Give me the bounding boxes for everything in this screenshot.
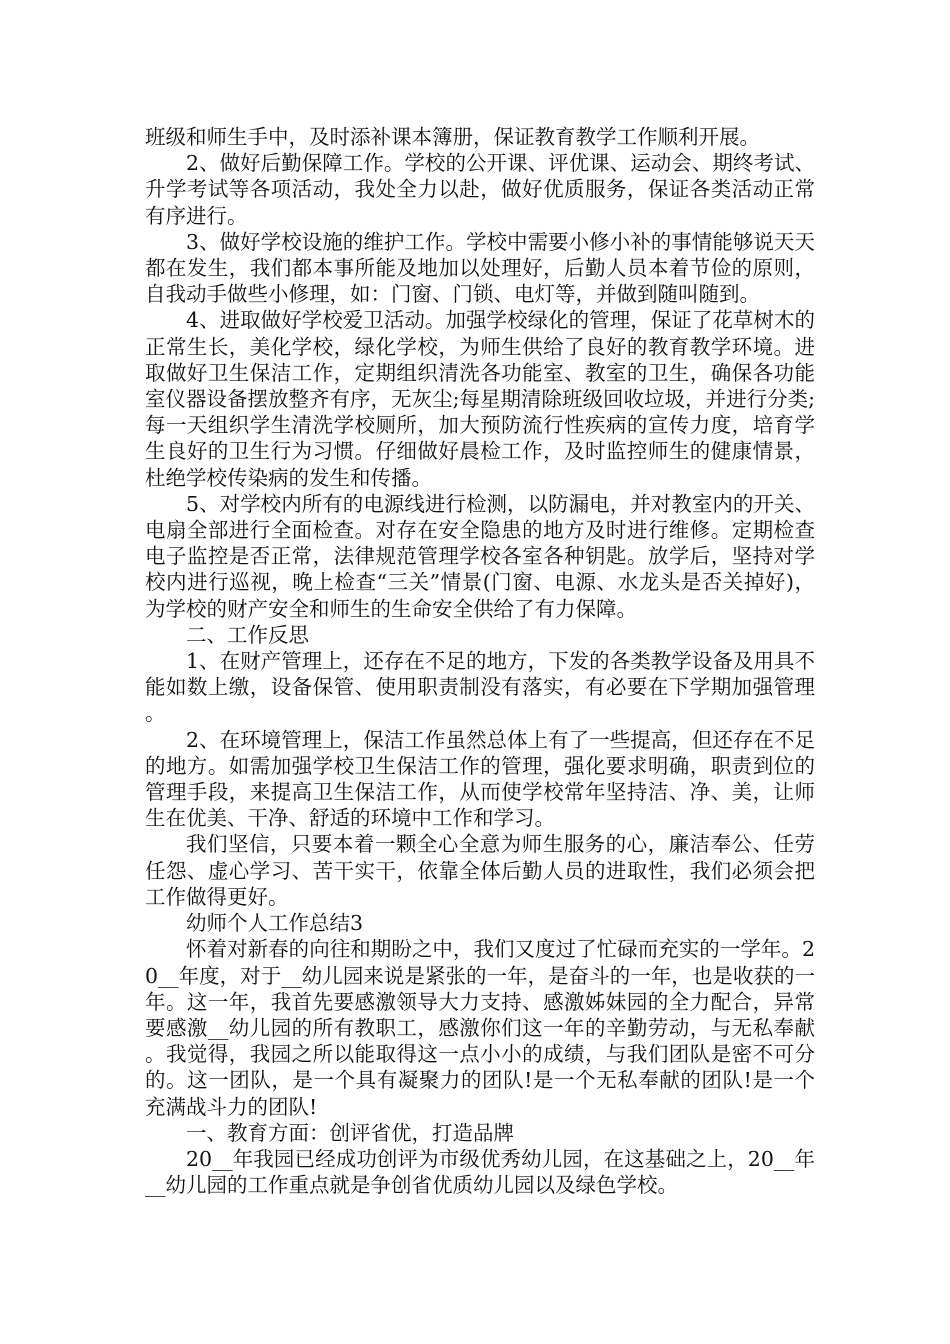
paragraph-7: 1、在财产管理上，还存在不足的地方，下发的各类教学设备及用具不能如数上缴，设备保管、使用职责制没有落实，有必要在下学期加强管理。	[145, 649, 815, 726]
section-title-summary-3: 幼师个人工作总结3	[186, 911, 364, 936]
paragraph-1: 班级和师生手中，及时添补课本簿册，保证教育教学工作顺利开展。	[145, 125, 760, 149]
paragraph-5: 5、对学校内所有的电源线进行检测，以防漏电，并对教室内的开关、电扇全部进行全面检查。对存在安全隐患的地方及时进行维修。定期检查电子监控是否正常，法律规范管理学校各室各种钥匙。放学后，坚持对学校内进行巡视，晚上检查“三关”情景(门窗、电源、水龙头是否关掉好)，为学校的财产安全和师生的生命安全供给了有力保障。	[145, 491, 815, 621]
paragraph-8: 2、在环境管理上，保洁工作虽然总体上有了一些提高，但还存在不足的地方。如需加强学校卫生保洁工作的管理，强化要求明确，职责到位的管理手段，来提高卫生保洁工作，从而使学校常年坚持洁、净、美，让师生在优美、干净、舒适的环境中工作和学习。	[145, 727, 815, 831]
section-heading-education: 一、教育方面：创评省优，打造品牌	[186, 1120, 514, 1145]
paragraph-2: 2、做好后勤保障工作。学校的公开课、评优课、运动会、期终考试、升学考试等各项活动，我处全力以赴，做好优质服务，保证各类活动正常有序进行。	[145, 151, 815, 228]
paragraph-3: 3、做好学校设施的维护工作。学校中需要小修小补的事情能够说天天都在发生，我们都本事所能及地加以处理好，后勤人员本着节俭的原则，自我动手做些小修理，如：门窗、门锁、电灯等，并做到随叫随到。	[145, 229, 815, 307]
document-body	[145, 124, 815, 1198]
paragraph-9: 我们坚信，只要本着一颗全心全意为师生服务的心，廉洁奉公、任劳任怨、虚心学习、苦干实干，依靠全体后勤人员的进取性，我们必须会把工作做得更好。	[145, 832, 815, 909]
paragraph-11: 怀着对新春的向往和期盼之中，我们又度过了忙碌而充实的一学年。20__年度，对于__幼儿园来说是紧张的一年，是奋斗的一年，也是收获的一年。这一年，我首先要感激领导大力支持、感激姊妹园的全力配合，异常要感激__幼儿园的所有教职工，感激你们这一年的辛勤劳动，与无私奉献。我觉得，我园之所以能取得这一点小小的成绩，与我们团队是密不可分的。这一团队，是一个具有凝聚力的团队!是一个无私奉献的团队!是一个充满战斗力的团队!	[145, 937, 815, 1119]
section-heading-reflection: 二、工作反思	[186, 622, 309, 647]
paragraph-4: 4、进取做好学校爱卫活动。加强学校绿化的管理，保证了花草树木的正常生长，美化学校，绿化学校，为师生供给了良好的教育教学环境。进取做好卫生保洁工作，定期组织清洗各功能室、教室的卫生，确保各功能室仪器设备摆放整齐有序，无灰尘;每星期清除班级回收垃圾，并进行分类;每一天组织学生清洗学校厕所，加大预防流行性疾病的宣传力度，培育学生良好的卫生行为习惯。仔细做好晨检工作，及时监控师生的健康情景，杜绝学校传染病的发生和传播。	[145, 308, 815, 490]
paragraph-13: 20__年我园已经成功创评为市级优秀幼儿园，在这基础之上，20__年__幼儿园的工作重点就是争创省优质幼儿园以及绿色学校。	[145, 1146, 815, 1198]
